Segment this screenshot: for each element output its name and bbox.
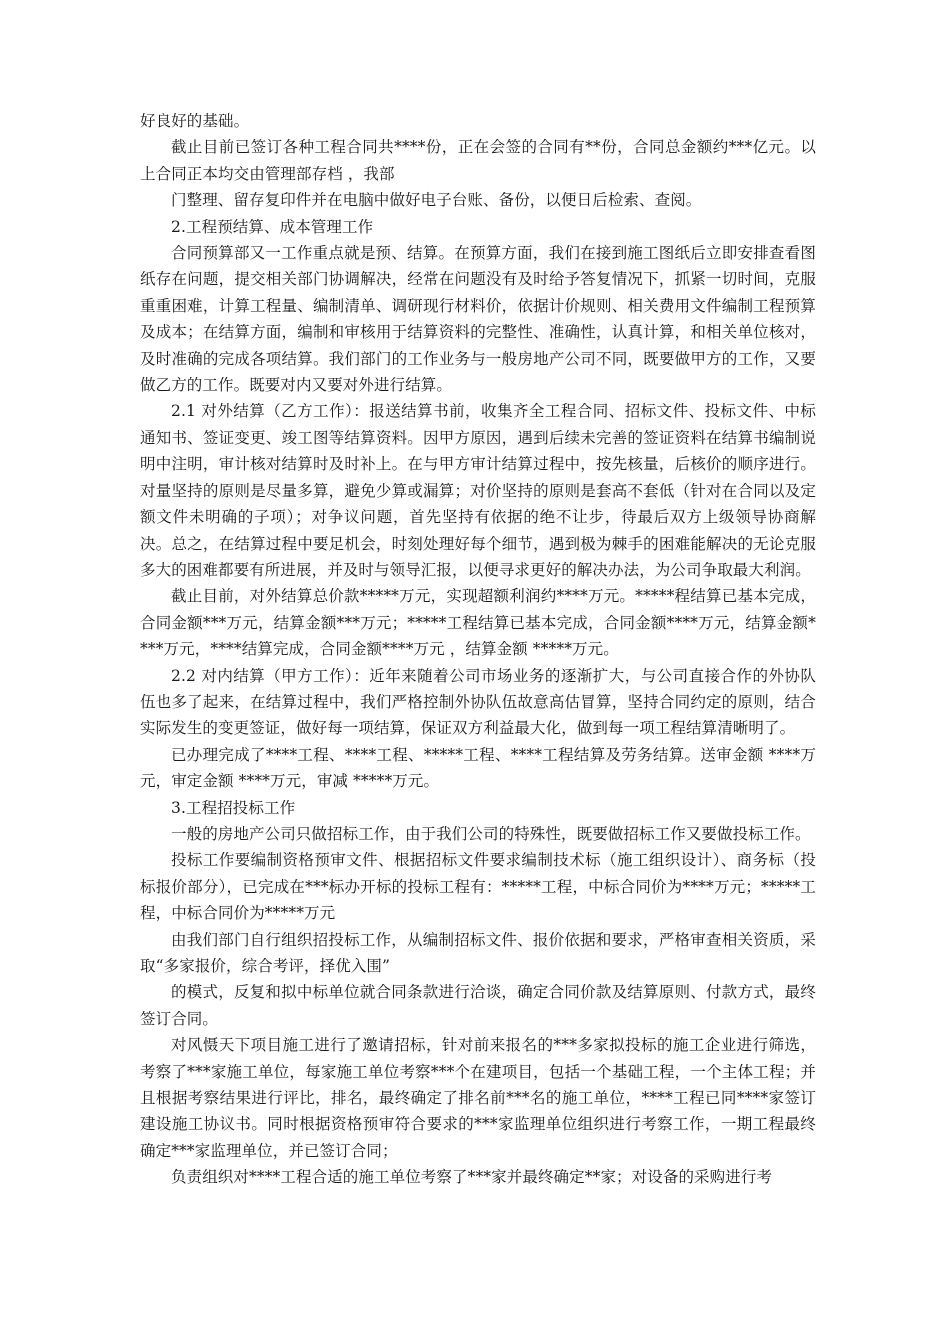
paragraph-external-settlement: 2.1 对外结算（乙方工作）：报送结算书前，收集齐全工程合同、招标文件、投标文件、中标通知书、签证变更、竣工图等结算资料。因甲方原因，遇到后续未完善的签证资料在结算书编制说明中注明，审计核对结算时及时补上。在与甲方审计结算过程中，按先核量，后核价的顺序进行。对量坚持的原则是尽量多算，避免少算或漏算；对价坚持的原则是套高不套低（针对在合同以及定额文件未明确的子项）；对争议问题，首先坚持有依据的绝不让步，待最后双方上级领导协商解决。总之，在结算过程中要足机会，时刻处理好每个细节，遇到极为棘手的困难能解决的无论克服多大的困难都要有所进展，并及时与领导汇报，以便寻求更好的解决办法，为公司争取最大利润。: [140, 402, 816, 579]
document-body: [140, 108, 816, 1191]
paragraph-opening: 好良好的基础。: [140, 112, 250, 130]
paragraph-bidding-mode: 的模式，反复和拟中标单位就合同条款进行洽谈，确定合同价款及结算原则、付款方式，最终签订合同。: [140, 983, 816, 1028]
section-heading-bidding: 3.工程招投标工作: [171, 798, 296, 817]
paragraph-bid-preparation: 投标工作要编制资格预审文件、根据招标文件要求编制技术标（施工组织设计）、商务标（投标报价部分），已完成在***标办开标的投标工程有：*****工程，中标合同价为****万元；*****工程，中标合同价为*****万元: [140, 851, 816, 923]
paragraph-invited-bidding: 对风慑天下项目施工进行了邀请招标，针对前来报名的***多家拟投标的施工企业进行筛选，考察了***家施工单位，每家施工单位考察***个在建项目，包括一个基础工程，一个主体工程；并且根据考察结果进行评比，排名，最终确定了排名前***名的施工单位，****工程已同****家签订建设施工协议书。同时根据资格预审符合要求的***家监理单位组织进行考察工作，一期工程最终确定***家监理单位，并已签订合同；: [140, 1036, 816, 1160]
paragraph-internal-settlement: 2.2 对内结算（甲方工作）：近年来随着公司市场业务的逐渐扩大，与公司直接合作的外协队伍也多了起来，在结算过程中，我们严格控制外协队伍故意高估冒算，坚持合同约定的原则，结合实际发生的变更签证，做好每一项结算，保证双方利益最大化，做到每一项工程结算清晰明了。: [140, 666, 816, 738]
paragraph-bidding-overview: 一般的房地产公司只做招标工作，由于我们公司的特殊性，既要做招标工作又要做投标工作。: [171, 824, 811, 843]
paragraph-external-settlement-totals: 截止目前，对外结算总价款*****万元，实现超额利润约****万元。*****程结算已基本完成，合同金额***万元，结算金额***万元；*****工程结算已基本完成，合同金额****万元，结算金额****万元，****结算完成，合同金额****万元 ，结算金额 *****万元。: [140, 587, 816, 659]
paragraph-contract-count: 截止目前已签订各种工程合同共****份，正在会签的合同有**份，合同总金额约***亿元。以上合同正本均交由管理部存档 ，我部: [140, 138, 816, 183]
paragraph-budget-work: 合同预算部又一工作重点就是预、结算。在预算方面，我们在接到施工图纸后立即安排查看图纸存在问题，提交相关部门协调解决，经常在问题没有及时给予答复情况下，抓紧一切时间，克服重重困难，计算工程量、编制清单、调研现行材料价，依据计价规则、相关费用文件编制工程预算及成本；在结算方面，编制和审核用于结算资料的完整性、准确性，认真计算，和相关单位核对，及时准确的完成各项结算。我们部门的工作业务与一般房地产公司不同，既要做甲方的工作，又要做乙方的工作。既要对内又要对外进行结算。: [140, 244, 816, 395]
paragraph-internal-settlement-totals: 已办理完成了****工程、****工程、*****工程、****工程结算及劳务结算。送审金额 ****万元，审定金额 ****万元，审减 *****万元。: [140, 745, 816, 791]
paragraph-contractor-inspection: 负责组织对****工程合适的施工单位考察了***家并最终确定**家；对设备的采购进行考: [171, 1168, 773, 1187]
paragraph-self-organized-bidding: 由我们部门自行组织招投标工作，从编制招标文件、报价依据和要求，严格审查相关资质，采取“多家报价，综合考评，择优入围”: [140, 930, 816, 975]
paragraph-contract-archive: 门整理、留存复印件并在电脑中做好电子台账、备份，以便日后检索、查阅。: [171, 191, 702, 210]
section-heading-budget-settlement: 2.工程预结算、成本管理工作: [171, 217, 374, 236]
